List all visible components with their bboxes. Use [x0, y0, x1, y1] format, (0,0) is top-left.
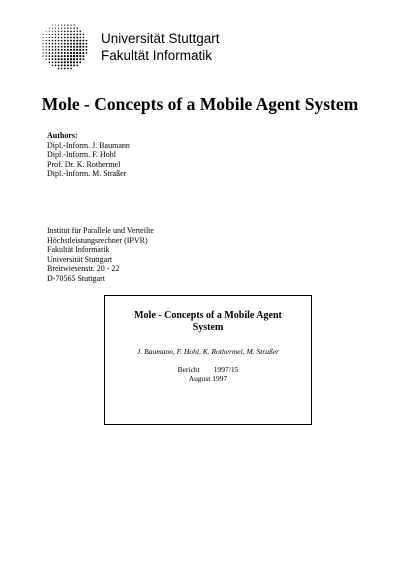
logo-dot — [55, 58, 57, 60]
logo-dot — [70, 43, 72, 45]
logo-dot — [64, 40, 66, 42]
logo-dot — [61, 25, 62, 26]
university-logo — [38, 20, 90, 72]
logo-dot — [67, 31, 69, 33]
author-name: Dipl.-Inform. F. Hohl — [47, 150, 116, 160]
logo-dot — [76, 55, 78, 57]
logo-dot — [55, 49, 57, 51]
logo-dot — [61, 68, 63, 70]
logo-dot — [49, 46, 51, 48]
logo-dot — [79, 49, 81, 51]
logo-dot — [82, 49, 84, 51]
logo-dot — [58, 31, 59, 32]
logo-dot — [58, 64, 60, 66]
logo-dot — [61, 43, 63, 45]
report-number: 1997/15 — [213, 365, 239, 374]
logo-dot — [67, 55, 69, 57]
logo-dot — [86, 40, 88, 42]
logo-dot — [79, 61, 81, 63]
logo-dot — [64, 64, 66, 66]
logo-dot — [67, 24, 68, 25]
logo-dot — [64, 61, 66, 63]
logo-dot — [52, 58, 54, 60]
logo-dot — [67, 34, 69, 36]
logo-dot — [45, 55, 46, 56]
logo-dot — [76, 40, 78, 42]
logo-dot — [70, 55, 72, 57]
logo-dot — [73, 37, 75, 39]
logo-dot — [55, 25, 56, 26]
logo-dot — [52, 25, 53, 26]
logo-dot — [42, 49, 43, 50]
logo-dot — [46, 59, 47, 60]
logo-dot — [58, 49, 60, 51]
logo-dot — [76, 52, 78, 54]
logo-dot — [64, 28, 65, 29]
logo-dot — [67, 64, 69, 66]
logo-dot — [52, 49, 54, 51]
logo-dot — [64, 52, 66, 54]
logo-dot — [55, 46, 57, 48]
faculty-name: Fakultät Informatik — [101, 48, 213, 63]
logo-dot — [48, 52, 50, 54]
logo-dot — [51, 55, 53, 57]
logo-dot — [58, 46, 60, 48]
logo-dot — [70, 34, 72, 36]
logo-dot — [70, 61, 72, 63]
logo-dot — [64, 55, 66, 57]
logo-dot — [58, 28, 59, 29]
logo-dot — [67, 61, 69, 63]
logo-dot — [61, 58, 63, 60]
logo-dot — [55, 55, 57, 57]
logo-dot — [58, 25, 59, 26]
address-line: D-70565 Stuttgart — [47, 273, 105, 283]
logo-dot — [76, 58, 78, 60]
document-title: Mole - Concepts of a Mobile Agent System — [41, 94, 359, 114]
logo-dot — [67, 46, 69, 48]
logo-dot — [52, 61, 54, 63]
institute-address — [47, 226, 154, 284]
logo-dot — [70, 64, 72, 66]
logo-dot — [79, 43, 81, 45]
logo-dot — [61, 40, 63, 42]
logo-dot — [70, 37, 72, 39]
logo-dot — [49, 49, 51, 51]
logo-dot — [83, 34, 85, 36]
logo-dot — [76, 43, 78, 45]
logo-dot — [70, 52, 72, 54]
logo-dot — [64, 31, 66, 33]
logo-dot — [58, 43, 60, 45]
logo-dot — [82, 52, 84, 54]
logo-dot — [61, 64, 63, 66]
logo-dot — [64, 25, 65, 26]
logo-dot — [73, 24, 74, 25]
logo-dot — [42, 55, 43, 56]
logo-dot — [45, 52, 46, 53]
logo-dot — [49, 62, 51, 64]
logo-dot — [73, 49, 75, 51]
logo-dot — [82, 58, 84, 60]
logo-dot — [43, 43, 44, 44]
author-name: Dipl.-Inform. J. Baumann — [47, 140, 130, 150]
logo-dot — [49, 31, 50, 32]
logo-dot — [49, 43, 50, 44]
logo-dot — [79, 34, 81, 36]
logo-dot — [73, 40, 75, 42]
logo-dot — [76, 49, 78, 51]
logo-dot — [46, 34, 47, 35]
authors-heading: Authors: — [47, 131, 78, 140]
address-line: Institut für Parallele und Verteilte — [47, 226, 154, 235]
logo-dot — [43, 40, 44, 41]
logo-dot — [79, 55, 81, 57]
author-name: Dipl.-Inform. M. Straßer — [47, 169, 127, 179]
logo-dot — [52, 46, 54, 48]
logo-dot — [79, 40, 81, 42]
logo-dot — [52, 43, 54, 45]
logo-dot — [58, 58, 60, 60]
report-label: Bericht — [177, 365, 200, 374]
logo-dot — [73, 58, 75, 60]
logo-dot — [52, 31, 53, 32]
logo-dot — [55, 34, 56, 35]
logo-dot — [64, 43, 66, 45]
logo-dot — [46, 40, 47, 41]
logo-dot — [76, 46, 78, 48]
logo-dot — [67, 27, 68, 28]
logo-dot — [58, 68, 60, 70]
logo-dot — [86, 43, 88, 45]
logo-dot — [67, 37, 69, 39]
logo-dot — [61, 37, 63, 39]
logo-dot — [73, 64, 75, 66]
logo-dot — [61, 49, 63, 51]
logo-dot — [76, 64, 78, 66]
logo-dot — [55, 28, 56, 29]
logo-dot — [61, 31, 62, 32]
logo-dot — [61, 34, 63, 36]
address-line: Universität Stuttgart — [47, 254, 113, 264]
logo-dot — [82, 46, 84, 48]
logo-dot — [55, 31, 56, 32]
logo-dot — [55, 37, 56, 38]
report-title-line: System — [192, 322, 224, 333]
logo-dot — [58, 61, 60, 63]
logo-dot — [49, 40, 50, 41]
logo-dot — [64, 68, 66, 70]
report-info-box — [104, 295, 312, 425]
logo-dot — [70, 30, 72, 32]
logo-dot — [79, 52, 81, 54]
logo-dot — [67, 40, 69, 42]
logo-dot — [43, 37, 44, 38]
logo-dot — [49, 37, 50, 38]
address-line: Fakultät Informatik — [47, 245, 110, 255]
logo-dot — [52, 37, 53, 38]
logo-dot — [49, 58, 51, 60]
logo-dot — [82, 55, 84, 57]
logo-dot — [70, 58, 72, 60]
logo-dot — [64, 58, 66, 60]
logo-dot — [67, 49, 69, 51]
logo-dot — [70, 27, 71, 28]
logo-dot — [86, 52, 88, 54]
logo-dot — [52, 52, 54, 54]
logo-dot — [79, 58, 81, 60]
logo-dot — [76, 37, 78, 39]
logo-dot — [58, 55, 60, 57]
logo-dot — [70, 24, 71, 25]
logo-dot — [73, 27, 74, 28]
logo-dot — [82, 40, 84, 42]
logo-dot — [73, 61, 75, 63]
logo-dot — [73, 52, 75, 54]
logo-dot — [43, 46, 44, 47]
logo-dot — [61, 61, 63, 63]
logo-dot — [70, 49, 72, 51]
report-title — [105, 310, 311, 334]
report-authors: J. Baumann, F. Hohl, K. Rothermel, M. Straßer — [137, 347, 279, 356]
logo-dot — [64, 49, 66, 51]
logo-dot — [46, 37, 47, 38]
logo-dot — [55, 43, 57, 45]
logo-dot — [73, 46, 75, 48]
logo-dot — [49, 28, 50, 29]
logo-dot — [73, 43, 75, 45]
university-header — [101, 30, 220, 64]
report-date: August 1997 — [188, 374, 228, 383]
logo-dot — [64, 46, 66, 48]
logo-dot — [86, 46, 88, 48]
logo-dot — [58, 40, 60, 42]
logo-dot — [55, 65, 57, 67]
logo-dot — [73, 33, 75, 35]
logo-dot — [76, 31, 78, 33]
logo-dot — [55, 40, 57, 42]
logo-dot — [61, 52, 63, 54]
logo-dot — [52, 34, 53, 35]
logo-dot — [67, 52, 69, 54]
logo-dot — [58, 34, 59, 35]
logo-dot — [86, 49, 88, 51]
logo-dot — [55, 61, 57, 63]
logo-dot — [67, 43, 69, 45]
author-name: Prof. Dr. K. Rothermel — [47, 159, 121, 169]
report-title-line: Mole - Concepts of a Mobile Agent — [134, 310, 282, 321]
report-number-line — [105, 365, 311, 374]
logo-dot — [49, 34, 50, 35]
logo-dot — [70, 40, 72, 42]
logo-dot — [43, 34, 44, 35]
logo-dot — [48, 55, 50, 57]
logo-dot — [46, 43, 47, 44]
logo-dot — [67, 68, 69, 70]
logo-dot — [79, 37, 81, 39]
logo-dot — [70, 46, 72, 48]
logo-dot — [46, 46, 47, 47]
logo-dot — [77, 28, 78, 29]
logo-dot — [82, 43, 84, 45]
logo-dot — [52, 40, 53, 41]
logo-dot — [58, 52, 60, 54]
logo-dot — [67, 58, 69, 60]
logo-dot — [64, 34, 66, 36]
authors-block — [47, 131, 130, 179]
logo-dot — [61, 28, 62, 29]
logo-dot — [58, 37, 60, 39]
logo-dot — [76, 61, 78, 63]
logo-dot — [52, 65, 54, 67]
logo-dot — [79, 46, 81, 48]
university-name: Universität Stuttgart — [101, 31, 220, 46]
logo-dot — [73, 55, 75, 57]
logo-dot — [61, 46, 63, 48]
logo-dot — [64, 37, 66, 39]
logo-dot — [61, 55, 63, 57]
logo-dot — [52, 28, 53, 29]
address-line: Höchstleistungsrechner (IPVR) — [47, 235, 148, 245]
logo-dot — [76, 34, 78, 36]
logo-dot — [80, 31, 82, 33]
logo-dot — [70, 68, 72, 70]
logo-dot — [42, 52, 43, 53]
logo-dot — [83, 37, 85, 39]
logo-dot — [55, 52, 57, 54]
logo-dot — [73, 30, 75, 32]
logo-dot — [46, 31, 47, 32]
address-line: Breitwiesenstr. 20 - 22 — [47, 264, 120, 274]
logo-dot — [45, 49, 46, 50]
